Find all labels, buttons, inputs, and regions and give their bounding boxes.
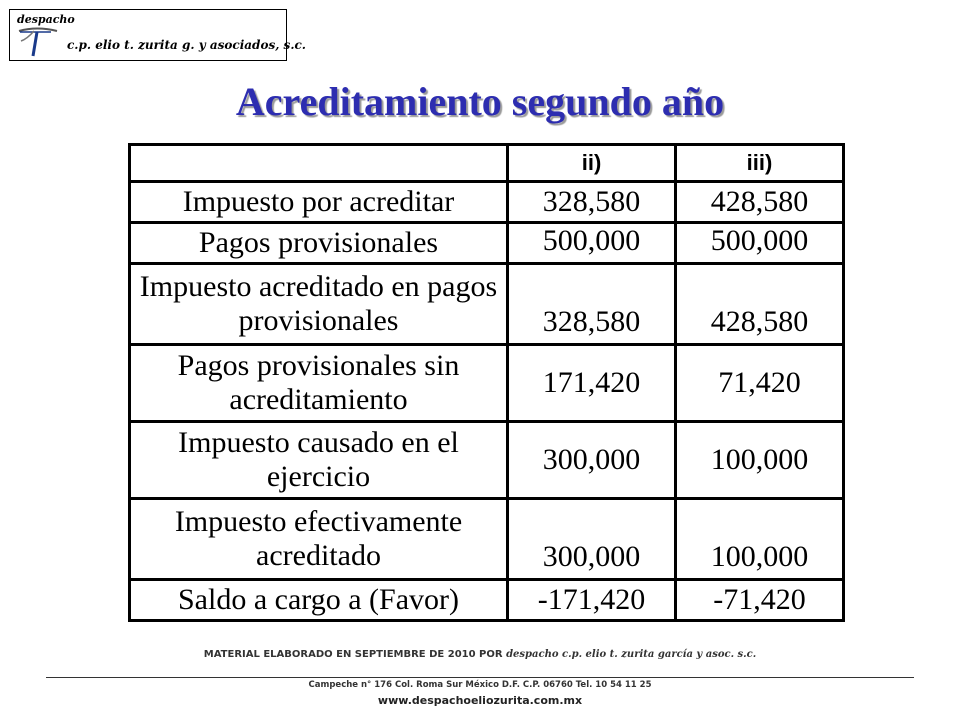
- table-row: [130, 499, 844, 580]
- cell-iii: 100,000: [676, 422, 844, 499]
- cell-iii: 71,420: [676, 345, 844, 422]
- cell-ii: 328,580: [508, 264, 676, 345]
- header-cell-iii: iii): [676, 145, 844, 182]
- cell-ii: 300,000: [508, 499, 676, 580]
- header-cell-ii: ii): [508, 145, 676, 182]
- cell-ii: 328,580: [508, 182, 676, 223]
- company-logo: [9, 9, 306, 61]
- footer-divider: [46, 677, 914, 678]
- logo-mark-icon: [17, 27, 59, 57]
- footer-address: Campeche n° 176 Col. Roma Sur México D.F. C.P. 06760 Tel. 10 54 11 25: [308, 680, 652, 690]
- cell-ii: -171,420: [508, 580, 676, 621]
- cell-ii: 171,420: [508, 345, 676, 422]
- credit-table: [128, 143, 845, 622]
- table-row: [130, 345, 844, 422]
- footer-credit-prefix: MATERIAL ELABORADO EN SEPTIEMBRE DE 2010 POR: [203, 649, 503, 660]
- cell-iii: 428,580: [676, 264, 844, 345]
- cell-ii: 500,000: [508, 223, 676, 264]
- cell-iii: 428,580: [676, 182, 844, 223]
- row-label: Saldo a cargo a (Favor): [130, 580, 508, 621]
- table-row: [130, 422, 844, 499]
- table-row: [130, 264, 844, 345]
- cell-iii: 500,000: [676, 223, 844, 264]
- footer-website: www.despachoeliozurita.com.mx: [377, 694, 583, 707]
- footer-credit: [0, 649, 960, 660]
- cell-ii: 300,000: [508, 422, 676, 499]
- table-row: [130, 580, 844, 621]
- table-header-row: [130, 145, 844, 182]
- row-label: Impuesto acreditado en pagos provisionales: [130, 264, 508, 345]
- row-label: Impuesto efectivamente acreditado: [130, 499, 508, 580]
- row-label: Impuesto por acreditar: [130, 182, 508, 223]
- row-label: Impuesto causado en el ejercicio: [130, 422, 508, 499]
- logo-firm-text: c.p. elio t. zurita g. y asociados, s.c.: [67, 38, 306, 52]
- cell-iii: 100,000: [676, 499, 844, 580]
- page-title: Acreditamiento segundo año: [235, 79, 725, 124]
- logo-brand-text: despacho: [17, 13, 75, 26]
- cell-iii: -71,420: [676, 580, 844, 621]
- row-label: Pagos provisionales sin acreditamiento: [130, 345, 508, 422]
- header-cell-empty: [130, 145, 508, 182]
- table-row: [130, 182, 844, 223]
- table-row: [130, 223, 844, 264]
- row-label: Pagos provisionales: [130, 223, 508, 264]
- footer-credit-firm: despacho c.p. elio t. zurita garcía y asoc. s.c.: [506, 649, 757, 660]
